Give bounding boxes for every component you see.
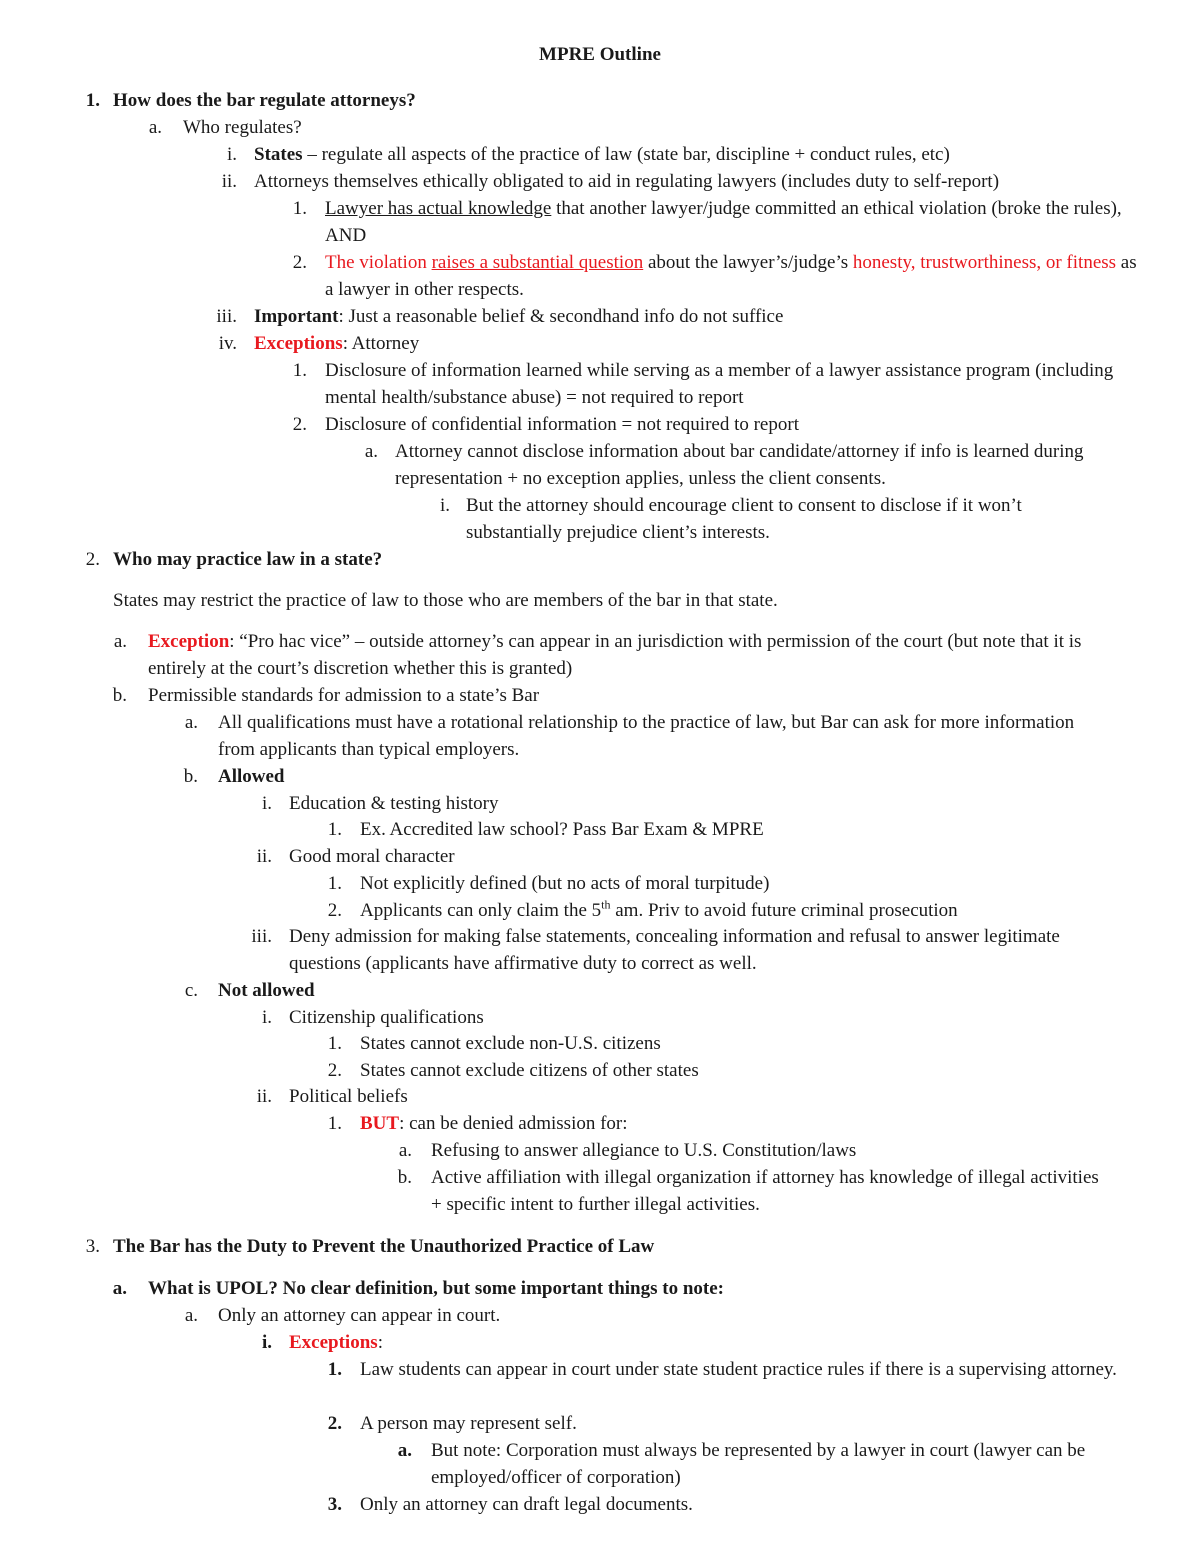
text-span: All qualifications must have a rotational relationship to the practice of law, but Bar can ask for more information from applicants than typical employers.: [218, 712, 1075, 760]
text-span: a.: [184, 712, 198, 733]
text-span: Deny admission for making false statements, concealing information and refusal to answer legitimate questions (applicants have affirmative duty to correct as well.: [289, 926, 1060, 974]
text-span: States cannot exclude citizens of other states: [360, 1060, 699, 1081]
text-span: : Attorney: [342, 333, 420, 354]
text-span: BUT: [360, 1113, 400, 1134]
text-span: [360, 897, 958, 924]
text-span: Only an attorney can draft legal documents.: [360, 1494, 693, 1515]
text-span: Refusing to answer allegiance to U.S. Constitution/laws: [431, 1140, 857, 1161]
text-span: 2.: [327, 1413, 342, 1434]
text-span: that another lawyer/judge committed an ethical violation (broke the rules), AND: [325, 198, 1122, 246]
text-span: 1.: [85, 90, 100, 111]
page-title: MPRE Outline: [539, 44, 661, 65]
text-span: Law students can appear in court under state student practice rules if there is a supervising attorney.: [360, 1359, 1117, 1380]
text-span: What is UPOL? No clear definition, but some important things to note:: [148, 1278, 724, 1299]
text-span: Exceptions: [254, 333, 343, 354]
text-span: a.: [364, 441, 378, 462]
text-span: Who regulates?: [183, 117, 302, 138]
text-span: Education & testing history: [289, 793, 499, 814]
text-span: i.: [439, 495, 450, 516]
text-span: i.: [261, 793, 272, 814]
text-span: iii.: [251, 926, 272, 947]
text-span: Only an attorney can appear in court.: [218, 1305, 501, 1326]
text-span: ii.: [221, 171, 237, 192]
text-span: 1.: [292, 198, 307, 219]
text-span: c.: [184, 980, 198, 1001]
text-span: about the lawyer’s/judge’s: [643, 252, 853, 273]
text-span: Exception: [148, 631, 230, 652]
text-span: Not allowed: [218, 980, 315, 1001]
text-span: But note: Corporation must always be represented by a lawyer in court (lawyer can be employed/officer of corporation): [431, 1440, 1086, 1488]
text-span: [360, 1110, 628, 1137]
text-span: 2.: [327, 1060, 342, 1081]
text-span: b.: [397, 1167, 412, 1188]
text-span: ii.: [256, 1086, 272, 1107]
text-span: A person may represent self.: [360, 1413, 577, 1434]
text-span: ii.: [256, 846, 272, 867]
text-span: a.: [113, 631, 127, 652]
text-span: 1.: [327, 1033, 342, 1054]
text-span: Political beliefs: [289, 1086, 408, 1107]
text-span: Attorney cannot disclose information about bar candidate/attorney if info is learned during representation + no exception applies, unless the client consents.: [395, 441, 1084, 489]
text-span: Permissible standards for admission to a state’s Bar: [148, 685, 540, 706]
text-span: Allowed: [218, 766, 285, 787]
text-span: States: [254, 144, 303, 165]
text-span: How does the bar regulate attorneys?: [113, 90, 416, 111]
text-span: But the attorney should encourage client to consent to disclose if it won’t substantially prejudice client’s interests.: [466, 495, 1022, 543]
text-span: Important: [254, 306, 339, 327]
text-span: : can be denied admission for:: [399, 1113, 628, 1134]
text-span: iii.: [216, 306, 237, 327]
text-span: b.: [112, 685, 127, 706]
section-2-paragraph: States may restrict the practice of law to those who are members of the bar in that state.: [113, 590, 778, 611]
text-span: Not explicitly defined (but no acts of moral turpitude): [360, 873, 770, 894]
text-span: [254, 141, 1140, 168]
text-span: Disclosure of information learned while serving as a member of a lawyer assistance program (including mental health/substance abuse) = not required to report: [325, 360, 1114, 408]
text-span: 1.: [327, 1359, 342, 1380]
text-span: 1.: [327, 873, 342, 894]
text-span: a.: [398, 1140, 412, 1161]
text-span: iv.: [218, 333, 237, 354]
text-span: Applicants can only claim the 5: [360, 900, 602, 921]
text-span: honesty, trustworthiness, or fitness: [852, 252, 1117, 273]
text-span: i.: [226, 144, 237, 165]
text-span: Attorneys themselves ethically obligated to aid in regulating lawyers (includes duty to self-report): [254, 171, 1000, 192]
text-span: [289, 1329, 383, 1356]
text-span: 1.: [327, 819, 342, 840]
text-span: as a lawyer in other respects.: [325, 252, 1137, 300]
text-span: a.: [148, 117, 162, 138]
text-span: a.: [397, 1440, 412, 1461]
text-span: The Bar has the Duty to Prevent the Unauthorized Practice of Law: [113, 1236, 655, 1257]
text-span: :: [377, 1332, 383, 1353]
text-span: Ex. Accredited law school? Pass Bar Exam & MPRE: [360, 819, 764, 840]
text-span: [325, 249, 1140, 303]
text-span: Active affiliation with illegal organization if attorney has knowledge of illegal activities + specific intent to further illegal activities.: [431, 1167, 1099, 1215]
text-span: [148, 628, 1140, 682]
text-span: Exceptions: [289, 1332, 378, 1353]
text-span: Disclosure of confidential information = not required to report: [325, 414, 799, 435]
text-span: Good moral character: [289, 846, 455, 867]
text-span: – regulate all aspects of the practice of law (state bar, discipline + conduct rules, etc): [302, 144, 950, 165]
text-span: b.: [183, 766, 198, 787]
text-span: 1.: [327, 1113, 342, 1134]
text-span: [325, 195, 1140, 249]
text-span: Lawyer has actual knowledge: [325, 198, 552, 219]
text-span: States cannot exclude non-U.S. citizens: [360, 1033, 661, 1054]
text-span: 2.: [85, 549, 100, 570]
text-span: th: [601, 897, 611, 912]
text-span: am. Priv to avoid future criminal prosecution: [610, 900, 958, 921]
text-span: Who may practice law in a state?: [113, 549, 383, 570]
text-span: 2.: [327, 900, 342, 921]
text-span: raises a substantial question: [431, 252, 644, 273]
text-span: [254, 303, 1140, 330]
text-span: 3.: [327, 1494, 342, 1515]
text-span: 2.: [292, 414, 307, 435]
text-span: 1.: [292, 360, 307, 381]
text-span: Citizenship qualifications: [289, 1007, 484, 1028]
text-span: 2.: [292, 252, 307, 273]
text-span: The violation: [325, 252, 432, 273]
text-span: [254, 330, 1140, 357]
text-span: : Just a reasonable belief & secondhand info do not suffice: [338, 306, 784, 327]
text-span: i.: [261, 1332, 272, 1353]
text-span: i.: [261, 1007, 272, 1028]
text-span: 3.: [85, 1236, 100, 1257]
text-span: a.: [184, 1305, 198, 1326]
text-span: : “Pro hac vice” – outside attorney’s can appear in an jurisdiction with permission of the court (but note that it is entirely at the court’s discretion whether this is granted): [148, 631, 1082, 679]
text-span: a.: [112, 1278, 127, 1299]
